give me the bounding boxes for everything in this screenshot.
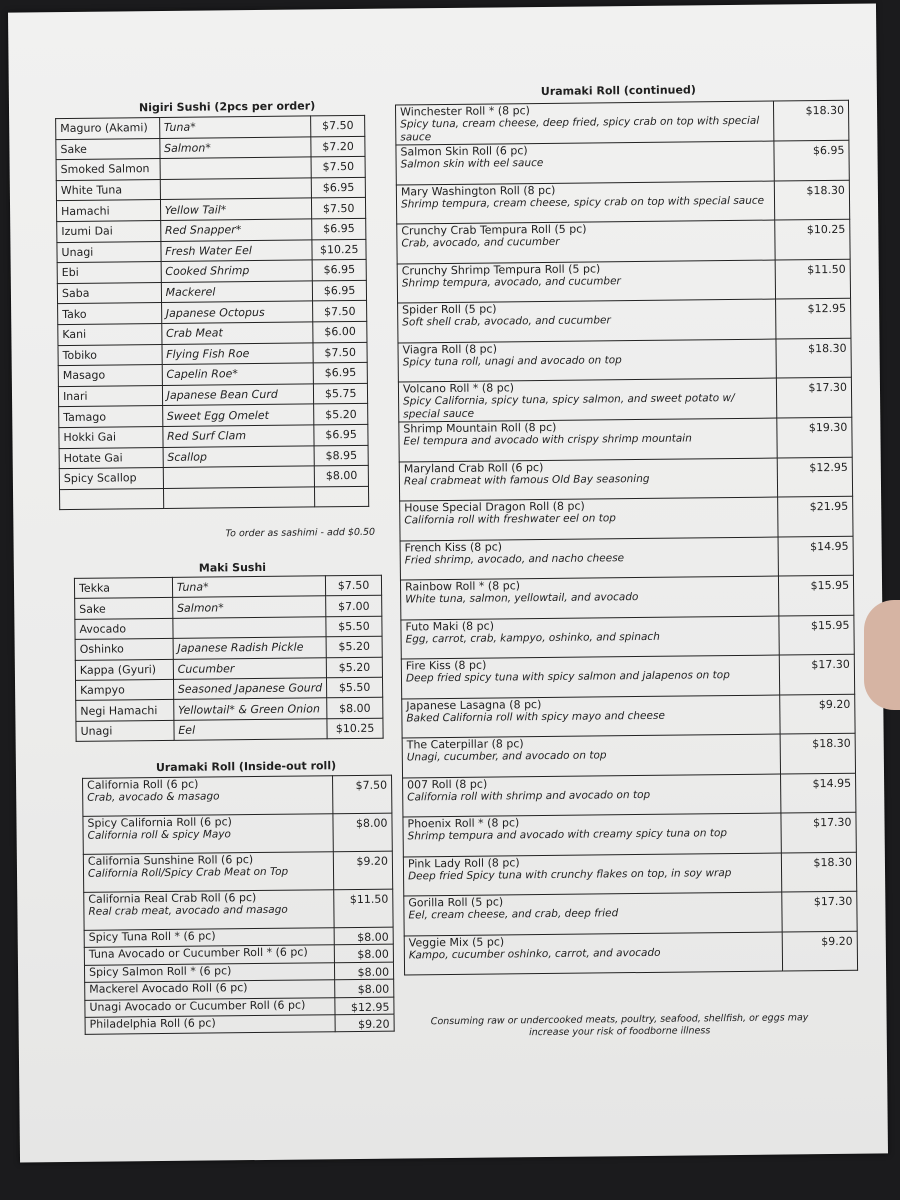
item-name: Sake — [75, 598, 173, 619]
roll-price: $21.95 — [778, 496, 853, 536]
item-description — [163, 466, 315, 488]
item-name: Kappa (Gyuri) — [75, 659, 173, 680]
item-name: Spicy Scallop — [59, 468, 163, 490]
roll-cell — [404, 892, 783, 935]
table-row — [402, 733, 855, 777]
roll-price: $15.95 — [779, 575, 854, 615]
roll-cell — [400, 537, 779, 580]
roll-description: Deep fried Spicy tuna with crunchy flakes on top, in soy wrap — [408, 866, 732, 882]
roll-price: $6.95 — [774, 140, 849, 180]
roll-description: Salmon skin with eel sauce — [400, 156, 544, 171]
item-description: Yellow Tail* — [160, 198, 312, 220]
roll-name: Rainbow Roll * (8 pc) — [404, 579, 521, 594]
roll-description: California roll & spicy Mayo — [87, 828, 232, 842]
item-description: Crab Meat — [161, 322, 313, 344]
table-row — [398, 377, 851, 422]
roll-description: Kampo, cucumber oshinko, carrot, and avocado — [408, 946, 661, 961]
roll-price: $12.95 — [335, 997, 394, 1015]
table-row — [403, 773, 856, 817]
item-name — [59, 488, 163, 510]
roll-name: Mackerel Avocado Roll (6 pc) — [89, 981, 248, 996]
item-description: Tuna* — [172, 576, 326, 598]
roll-price: $18.30 — [776, 338, 851, 378]
roll-name: French Kiss (8 pc) — [404, 539, 503, 554]
item-price: $5.20 — [326, 657, 382, 678]
roll-price: $17.30 — [782, 891, 857, 931]
item-price: $5.20 — [326, 636, 382, 657]
roll-name: Phoenix Roll * (8 pc) — [407, 816, 520, 831]
thumb — [864, 600, 900, 710]
roll-name: Winchester Roll * (8 pc) — [399, 104, 531, 119]
item-description: Japanese Octopus — [161, 301, 313, 323]
roll-price: $18.30 — [780, 733, 855, 773]
item-description: Scallop — [163, 445, 315, 467]
item-price: $5.50 — [327, 677, 383, 698]
roll-price: $8.00 — [335, 962, 394, 980]
roll-price: $8.00 — [334, 927, 393, 945]
roll-description: Eel, cream cheese, and crab, deep fried — [408, 907, 619, 922]
item-description: Japanese Bean Curd — [162, 384, 314, 406]
item-price: $10.25 — [312, 239, 366, 260]
item-name: Hotate Gai — [59, 447, 163, 469]
item-price: $6.95 — [312, 218, 366, 239]
roll-name: Viagra Roll (8 pc) — [402, 341, 498, 356]
table-row — [401, 615, 854, 659]
roll-cell — [83, 776, 334, 817]
roll-name: Veggie Mix (5 pc) — [408, 934, 505, 949]
roll-description: California roll with shrimp and avocado on top — [407, 788, 651, 803]
roll-name: Salmon Skin Roll (6 pc) — [400, 144, 528, 159]
roll-price: $18.30 — [774, 100, 849, 141]
item-description: Salmon* — [159, 137, 311, 159]
item-name: Hamachi — [56, 200, 160, 222]
item-price: $7.00 — [326, 596, 382, 617]
roll-description: Shrimp tempura, avocado, and cucumber — [401, 274, 621, 289]
item-price: $6.95 — [314, 362, 368, 383]
item-description: Fresh Water Eel — [161, 239, 313, 261]
roll-description: Spicy California, spicy tuna, spicy salmon, and sweet potato w/ special sauce — [403, 391, 735, 421]
table-row — [83, 775, 392, 816]
roll-name: Pink Lady Roll (8 pc) — [407, 855, 520, 870]
nigiri-title: Nigiri Sushi (2pcs per order) — [138, 99, 316, 115]
item-name: Sake — [56, 138, 160, 160]
roll-price: $9.20 — [780, 694, 855, 734]
roll-cell — [395, 101, 774, 145]
roll-price: $8.00 — [335, 979, 394, 997]
roll-name: Crunchy Crab Tempura Roll (5 pc) — [401, 222, 587, 238]
roll-name: Philadelphia Roll (6 pc) — [89, 1016, 216, 1031]
maki-title: Maki Sushi — [198, 560, 267, 575]
roll-description: Shrimp tempura and avocado with creamy spicy tuna on top — [407, 827, 728, 843]
roll-description: California Roll/Spicy Crab Meat on Top — [87, 865, 289, 880]
roll-name: Gorilla Roll (5 pc) — [408, 895, 504, 910]
table-row — [76, 718, 383, 742]
roll-price: $15.95 — [779, 615, 854, 655]
roll-name: House Special Dragon Roll (8 pc) — [404, 499, 585, 515]
table-row — [395, 100, 848, 145]
roll-description: Spicy tuna roll, unagi and avocado on top — [402, 353, 622, 368]
roll-price: $7.50 — [333, 775, 392, 814]
roll-name: Volcano Roll * (8 pc) — [402, 381, 515, 396]
roll-cell — [399, 418, 778, 461]
roll-name: Japanese Lasagna (8 pc) — [406, 697, 542, 712]
roll-price: $9.20 — [334, 851, 393, 890]
roll-price: $12.95 — [777, 457, 852, 497]
item-price: $6.95 — [313, 259, 367, 280]
table-row — [400, 536, 853, 580]
roll-price: $12.95 — [776, 298, 851, 338]
table-row — [398, 338, 851, 382]
roll-price: $9.20 — [782, 931, 857, 971]
item-name: Kani — [58, 323, 162, 345]
roll-description: Unagi, cucumber, and avocado on top — [406, 749, 607, 764]
item-price: $6.95 — [312, 177, 366, 198]
roll-price: $19.30 — [777, 417, 852, 457]
item-description: Flying Fish Roe — [162, 342, 314, 364]
item-price: $8.95 — [314, 445, 368, 466]
roll-cell — [398, 378, 777, 422]
table-row — [403, 812, 856, 856]
roll-description: Crab, avocado, and cucumber — [401, 235, 560, 250]
roll-price: $18.30 — [782, 852, 857, 892]
item-description — [160, 157, 312, 179]
item-name: Unagi — [76, 720, 174, 741]
table-row — [83, 813, 392, 854]
roll-price: $14.95 — [778, 536, 853, 576]
roll-description: Real crab meat, avocado and masago — [88, 903, 288, 918]
roll-cell — [403, 853, 782, 896]
roll-cell — [398, 299, 777, 342]
item-name: Maguro (Akami) — [56, 117, 160, 139]
item-description — [163, 487, 315, 509]
roll-cell — [84, 890, 335, 931]
uramaki-title: Uramaki Roll (Inside-out roll) — [155, 759, 337, 775]
item-description: Capelin Roe* — [162, 363, 314, 385]
table-row — [400, 575, 853, 619]
item-description: Yellowtail* & Green Onion — [173, 698, 327, 720]
item-price: $8.00 — [327, 698, 383, 719]
roll-cell — [396, 181, 775, 224]
table-row — [404, 891, 857, 935]
item-name: Hokki Gai — [59, 426, 163, 448]
table-row — [396, 180, 849, 224]
roll-name: Mary Washington Roll (8 pc) — [400, 183, 556, 198]
roll-cell — [401, 616, 780, 659]
roll-cell — [404, 932, 783, 975]
item-description: Japanese Radish Pickle — [173, 637, 327, 659]
item-price: $7.50 — [312, 198, 366, 219]
table-row — [403, 852, 856, 896]
roll-name: 007 Roll (8 pc) — [407, 777, 488, 791]
roll-price: $17.30 — [777, 377, 852, 418]
item-name: Tobiko — [58, 344, 162, 366]
roll-price: $17.30 — [781, 812, 856, 852]
item-name: Tako — [58, 303, 162, 325]
roll-price: $8.00 — [335, 944, 394, 962]
item-price: $7.50 — [313, 342, 367, 363]
item-name: Izumi Dai — [57, 220, 161, 242]
item-description: Tuna* — [159, 116, 311, 138]
table-row — [404, 931, 857, 975]
roll-name: The Caterpillar (8 pc) — [406, 737, 524, 752]
maki-table — [74, 575, 384, 742]
item-price: $5.50 — [326, 616, 382, 637]
item-name: Inari — [58, 385, 162, 407]
menu-page — [8, 3, 888, 1162]
roll-name: Futo Maki (8 pc) — [405, 619, 495, 633]
roll-price: $9.20 — [335, 1014, 394, 1032]
roll-cell — [397, 220, 776, 263]
item-name: Smoked Salmon — [56, 159, 160, 181]
item-price: $7.50 — [326, 575, 382, 596]
item-price: $7.50 — [313, 301, 367, 322]
roll-name: Spicy Salmon Roll * (6 pc) — [88, 964, 232, 979]
roll-description: White tuna, salmon, yellowtail, and avocado — [405, 591, 639, 606]
roll-cell — [400, 497, 779, 540]
roll-name: California Roll (6 pc) — [87, 777, 199, 792]
roll-name: California Sunshine Roll (6 pc) — [87, 853, 254, 868]
item-name: Saba — [57, 282, 161, 304]
roll-description: Real crabmeat with famous Old Bay seasoning — [403, 472, 650, 487]
table-row — [59, 486, 368, 510]
item-description: Eel — [174, 719, 328, 741]
item-description: Seasoned Japanese Gourd — [173, 678, 327, 700]
item-price — [315, 486, 369, 507]
table-row — [85, 1014, 394, 1035]
roll-description: Spicy tuna, cream cheese, deep fried, spicy crab on top with special sauce — [400, 114, 760, 144]
item-price: $7.50 — [311, 115, 365, 136]
roll-price: $10.25 — [775, 219, 850, 259]
item-price: $8.00 — [315, 465, 369, 486]
item-description: Salmon* — [172, 596, 326, 618]
table-row — [399, 417, 852, 461]
table-row — [396, 140, 849, 184]
item-price: $7.20 — [311, 136, 365, 157]
roll-cell — [83, 814, 334, 855]
roll-cell — [400, 576, 779, 619]
table-row — [399, 457, 852, 501]
table-row — [397, 219, 850, 263]
roll-cell — [399, 458, 778, 501]
uramaki-continued-title: Uramaki Roll (continued) — [540, 83, 696, 99]
roll-name: Shrimp Mountain Roll (8 pc) — [403, 420, 557, 436]
item-description — [173, 617, 327, 639]
roll-cell — [85, 1015, 335, 1035]
roll-name: Tuna Avocado or Cucumber Roll * (6 pc) — [88, 945, 308, 962]
table-row — [402, 694, 855, 738]
roll-cell — [402, 734, 781, 777]
nigiri-table — [55, 115, 369, 511]
item-name: Kampyo — [75, 679, 173, 700]
table-row — [400, 496, 853, 540]
roll-cell — [83, 852, 334, 893]
item-price: $5.75 — [314, 383, 368, 404]
roll-cell — [401, 655, 780, 698]
roll-price: $11.50 — [334, 889, 393, 928]
roll-description: Shrimp tempura, cream cheese, spicy crab on top with special sauce — [400, 194, 765, 210]
item-description: Cooked Shrimp — [161, 260, 313, 282]
roll-price: $14.95 — [781, 773, 856, 813]
table-row — [398, 298, 851, 342]
item-name: Negi Hamachi — [76, 700, 174, 721]
item-price: $7.50 — [311, 157, 365, 178]
roll-description: Deep fried spicy tuna with spicy salmon and jalapenos on top — [405, 669, 730, 685]
roll-name: Unagi Avocado or Cucumber Roll (6 pc) — [89, 998, 306, 1014]
item-name: White Tuna — [56, 179, 160, 201]
item-name: Tamago — [59, 406, 163, 428]
item-name: Ebi — [57, 262, 161, 284]
table-row — [397, 259, 850, 303]
roll-description: Fried shrimp, avocado, and nacho cheese — [404, 551, 625, 566]
roll-price: $8.00 — [333, 813, 392, 852]
item-description: Cucumber — [173, 657, 327, 679]
item-price: $6.00 — [313, 321, 367, 342]
item-description: Mackerel — [161, 281, 313, 303]
table-row — [83, 851, 392, 892]
roll-description: Soft shell crab, avocado, and cucumber — [402, 314, 611, 329]
roll-cell — [397, 260, 776, 303]
item-name: Masago — [58, 365, 162, 387]
roll-name: California Real Crab Roll (6 pc) — [88, 891, 257, 906]
table-row — [401, 654, 854, 698]
roll-description: Crab, avocado & masago — [87, 790, 220, 804]
item-price: $10.25 — [327, 718, 383, 739]
item-price: $6.95 — [313, 280, 367, 301]
roll-name: Spicy Tuna Roll * (6 pc) — [88, 929, 216, 944]
sashimi-note: To order as sashimi - add $0.50 — [225, 526, 376, 540]
roll-name: Crunchy Shrimp Tempura Roll (5 pc) — [401, 261, 601, 277]
roll-name: Fire Kiss (8 pc) — [405, 658, 487, 673]
item-price: $6.95 — [314, 424, 368, 445]
roll-cell — [402, 695, 781, 738]
item-description — [160, 178, 312, 200]
item-name: Unagi — [57, 241, 161, 263]
roll-description: California roll with freshwater eel on top — [404, 512, 616, 527]
item-description: Red Snapper* — [160, 219, 312, 241]
consumer-advisory: Consuming raw or undercooked meats, poultry, seafood, shellfish, or eggs may increase your risk of foodborne illness — [430, 1012, 809, 1039]
roll-price: $11.50 — [775, 259, 850, 299]
roll-cell — [398, 339, 777, 382]
roll-cell — [396, 141, 775, 184]
roll-name: Spicy California Roll (6 pc) — [87, 815, 232, 830]
roll-description: Eel tempura and avocado with crispy shrimp mountain — [403, 432, 692, 448]
item-name: Avocado — [75, 618, 173, 639]
item-name: Tekka — [74, 577, 172, 598]
table-row — [84, 889, 393, 930]
item-description: Red Surf Clam — [163, 425, 315, 447]
roll-price: $18.30 — [775, 180, 850, 220]
item-price: $5.20 — [314, 404, 368, 425]
item-description: Sweet Egg Omelet — [162, 404, 314, 426]
uramaki-table — [82, 775, 395, 1036]
uramaki-continued-table — [395, 100, 858, 976]
roll-price: $17.30 — [780, 654, 855, 694]
roll-description: Baked California roll with spicy mayo and cheese — [406, 709, 665, 724]
roll-name: Spider Roll (5 pc) — [402, 302, 497, 317]
roll-cell — [403, 774, 782, 817]
item-name: Oshinko — [75, 639, 173, 660]
roll-cell — [403, 813, 782, 856]
roll-description: Egg, carrot, crab, kampyo, oshinko, and spinach — [405, 630, 660, 645]
roll-name: Maryland Crab Roll (6 pc) — [403, 460, 544, 475]
